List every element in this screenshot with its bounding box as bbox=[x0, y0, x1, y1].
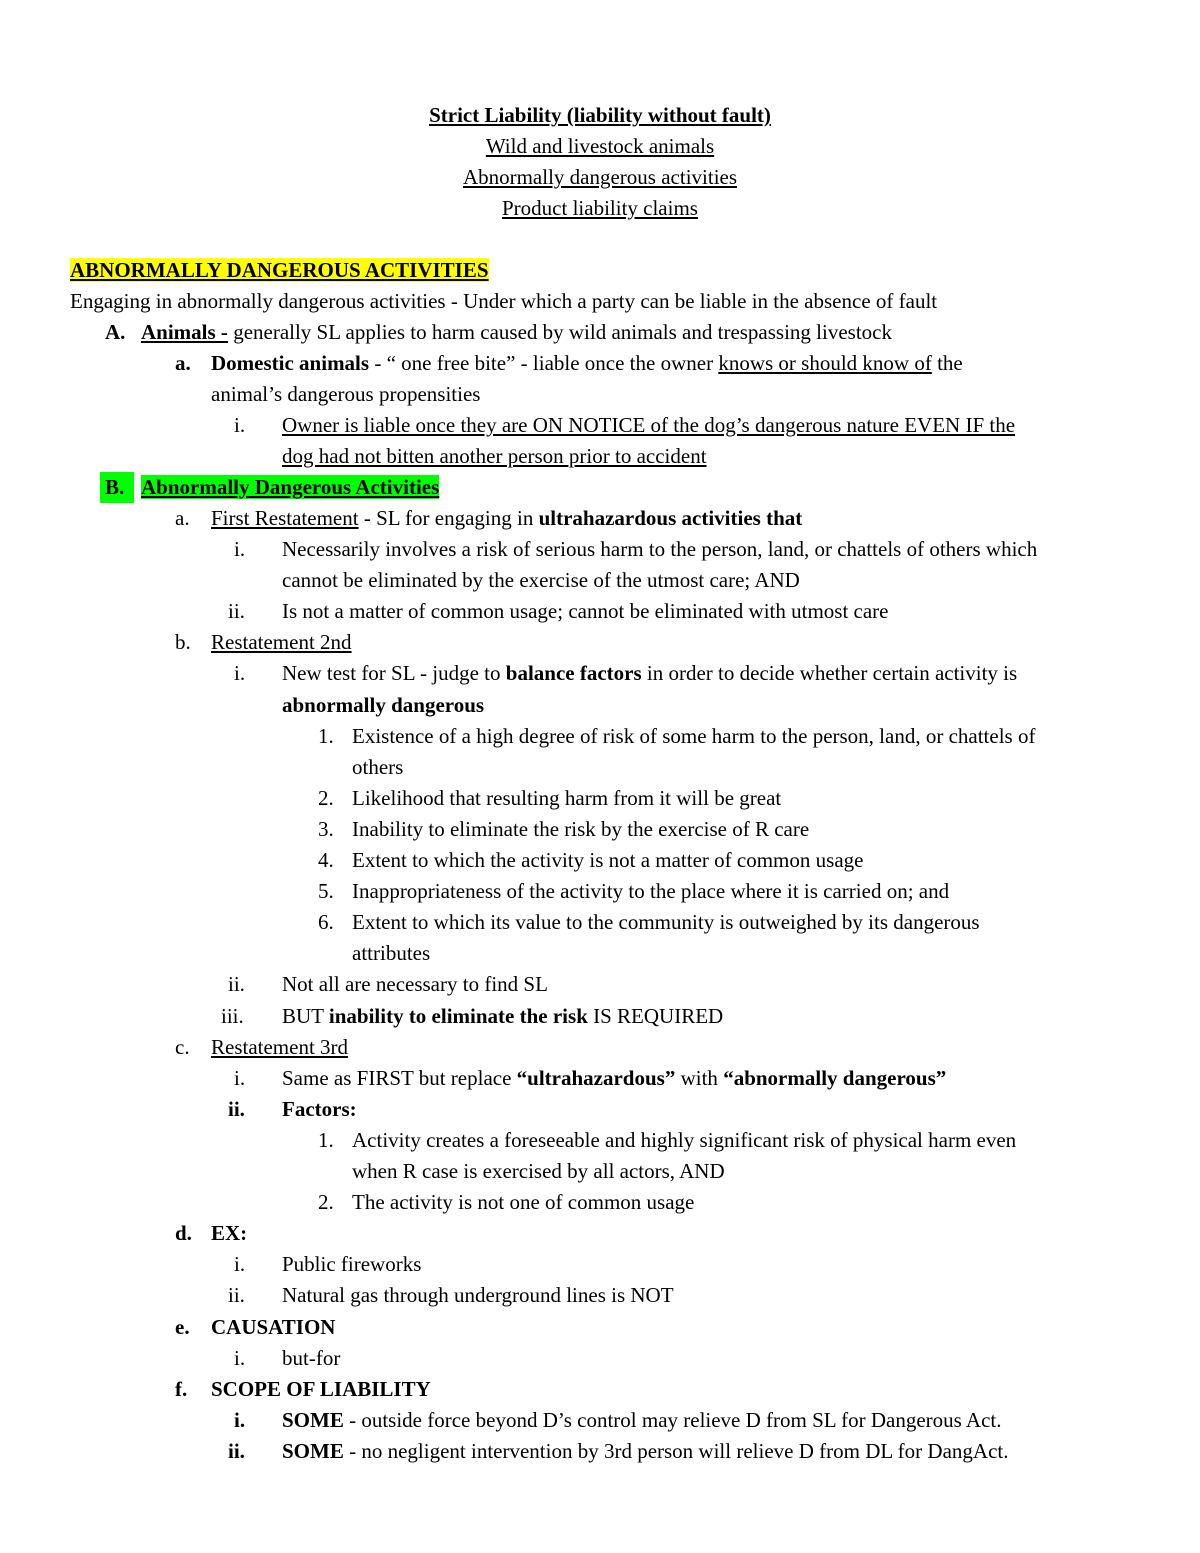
list-marker: c. bbox=[175, 1035, 190, 1059]
list-marker: e. bbox=[175, 1315, 190, 1339]
list-marker: 3. bbox=[318, 817, 334, 841]
outline-item-B-c-i: i. Same as FIRST but replace “ultrahazardous” with “abnormally dangerous” bbox=[0, 1063, 1200, 1094]
outline-item-B-e: e. CAUSATION bbox=[0, 1312, 1200, 1343]
list-marker: 1. bbox=[318, 724, 334, 748]
subheading-b: Abnormally Dangerous Activities bbox=[141, 475, 440, 499]
outline-item-A: A. Animals - generally SL applies to harm caused by wild animals and trespassing livestock bbox=[0, 317, 1200, 348]
outline-item-B-d-ii: ii. Natural gas through underground lines is NOT bbox=[0, 1280, 1200, 1311]
list-marker: 4. bbox=[318, 848, 334, 872]
factor-item-cont: attributes bbox=[352, 941, 431, 965]
header-item: Abnormally dangerous activities bbox=[462, 165, 738, 189]
header-item: Wild and livestock animals bbox=[485, 134, 715, 158]
outline-item-B-c-ii: ii. Factors: bbox=[0, 1094, 1200, 1125]
factor-item: 2. The activity is not one of common usage bbox=[0, 1187, 1200, 1218]
factor-item-cont: when R case is exercised by all actors, AND bbox=[352, 1159, 725, 1183]
outline-item-B-a: a. First Restatement - SL for engaging in ultrahazardous activities that bbox=[0, 503, 1200, 534]
outline-item-B-a-i: i. Necessarily involves a risk of serious harm to the person, land, or chattels of others which bbox=[0, 534, 1200, 565]
list-marker: ii. bbox=[228, 599, 245, 623]
factor-item: 5. Inappropriateness of the activity to the place where it is carried on; and bbox=[0, 876, 1200, 907]
factor-item-cont: others bbox=[352, 755, 404, 779]
list-marker: f. bbox=[175, 1377, 188, 1401]
outline-item-B-b: b. Restatement 2nd bbox=[0, 627, 1200, 658]
outline-item-B-b-i-cont: abnormally dangerous bbox=[282, 693, 485, 717]
outline-item-B-a-ii: ii. Is not a matter of common usage; cannot be eliminated with utmost care bbox=[0, 596, 1200, 627]
outline-item-B-d: d. EX: bbox=[0, 1218, 1200, 1249]
outline-item-B-f-i: i. SOME - outside force beyond D’s control may relieve D from SL for Dangerous Act. bbox=[0, 1405, 1200, 1436]
list-marker: i. bbox=[234, 661, 246, 685]
list-marker: a. bbox=[175, 351, 191, 375]
outline-item-B-e-i: i. but-for bbox=[0, 1343, 1200, 1374]
factor-item: 6. Extent to which its value to the community is outweighed by its dangerous bbox=[0, 907, 1200, 938]
outline-item-B-d-i: i. Public fireworks bbox=[0, 1249, 1200, 1280]
outline-item-A-a-i: i. Owner is liable once they are ON NOTICE of the dog’s dangerous nature EVEN IF the bbox=[0, 410, 1200, 441]
list-marker: 2. bbox=[318, 1190, 334, 1214]
list-marker: i. bbox=[234, 537, 246, 561]
outline-item-B-a-i-cont: cannot be eliminated by the exercise of the utmost care; AND bbox=[282, 568, 800, 592]
list-marker: b. bbox=[175, 630, 191, 654]
list-marker: d. bbox=[175, 1221, 192, 1245]
list-marker: i. bbox=[234, 1408, 246, 1432]
list-marker: B. bbox=[100, 472, 134, 503]
list-marker: 1. bbox=[318, 1128, 334, 1152]
outline-item-B-b-i: i. New test for SL - judge to balance factors in order to decide whether certain activity is bbox=[0, 658, 1200, 689]
list-marker: ii. bbox=[228, 1439, 245, 1463]
list-marker: ii. bbox=[228, 972, 245, 996]
outline-item-A-a-i-cont: dog had not bitten another person prior to accident bbox=[282, 444, 707, 468]
list-marker: i. bbox=[234, 1066, 246, 1090]
section-heading: ABNORMALLY DANGEROUS ACTIVITIES bbox=[70, 258, 489, 282]
factor-item: 2. Likelihood that resulting harm from it will be great bbox=[0, 783, 1200, 814]
list-marker: i. bbox=[234, 1252, 246, 1276]
outline-item-B bbox=[0, 472, 1200, 503]
list-marker: i. bbox=[234, 1346, 246, 1370]
factor-item: 1. Activity creates a foreseeable and highly significant risk of physical harm even bbox=[0, 1125, 1200, 1156]
outline-item-B-f: f. SCOPE OF LIABILITY bbox=[0, 1374, 1200, 1405]
section-intro: Engaging in abnormally dangerous activities - Under which a party can be liable in the absence of fault bbox=[70, 289, 938, 313]
title-line bbox=[0, 100, 1200, 131]
list-marker: 5. bbox=[318, 879, 334, 903]
factor-item: 3. Inability to eliminate the risk by the exercise of R care bbox=[0, 814, 1200, 845]
list-marker: 6. bbox=[318, 910, 334, 934]
list-marker: A. bbox=[105, 320, 126, 344]
section-heading-line bbox=[0, 255, 1200, 286]
list-marker: ii. bbox=[228, 1097, 245, 1121]
document-title: Strict Liability (liability without fault) bbox=[429, 103, 771, 127]
outline-item-A-a: a. Domestic animals - “ one free bite” - liable once the owner knows or should know of the bbox=[0, 348, 1200, 379]
outline-item-B-c: c. Restatement 3rd bbox=[0, 1032, 1200, 1063]
outline-item-A-a-cont: animal’s dangerous propensities bbox=[211, 382, 481, 406]
header-item: Product liability claims bbox=[502, 196, 698, 220]
list-marker: iii. bbox=[221, 1004, 244, 1028]
outline-item-B-b-ii: ii. Not all are necessary to find SL bbox=[0, 969, 1200, 1000]
list-marker: 2. bbox=[318, 786, 334, 810]
factor-item: 4. Extent to which the activity is not a matter of common usage bbox=[0, 845, 1200, 876]
outline-item-B-f-ii: ii. SOME - no negligent intervention by 3rd person will relieve D from DL for DangAct. bbox=[0, 1436, 1200, 1467]
factor-item: 1. Existence of a high degree of risk of some harm to the person, land, or chattels of bbox=[0, 721, 1200, 752]
list-marker: ii. bbox=[228, 1283, 245, 1307]
list-marker: i. bbox=[234, 413, 246, 437]
outline-item-B-b-iii: iii. BUT inability to eliminate the risk IS REQUIRED bbox=[0, 1001, 1200, 1032]
list-marker: a. bbox=[175, 506, 190, 530]
